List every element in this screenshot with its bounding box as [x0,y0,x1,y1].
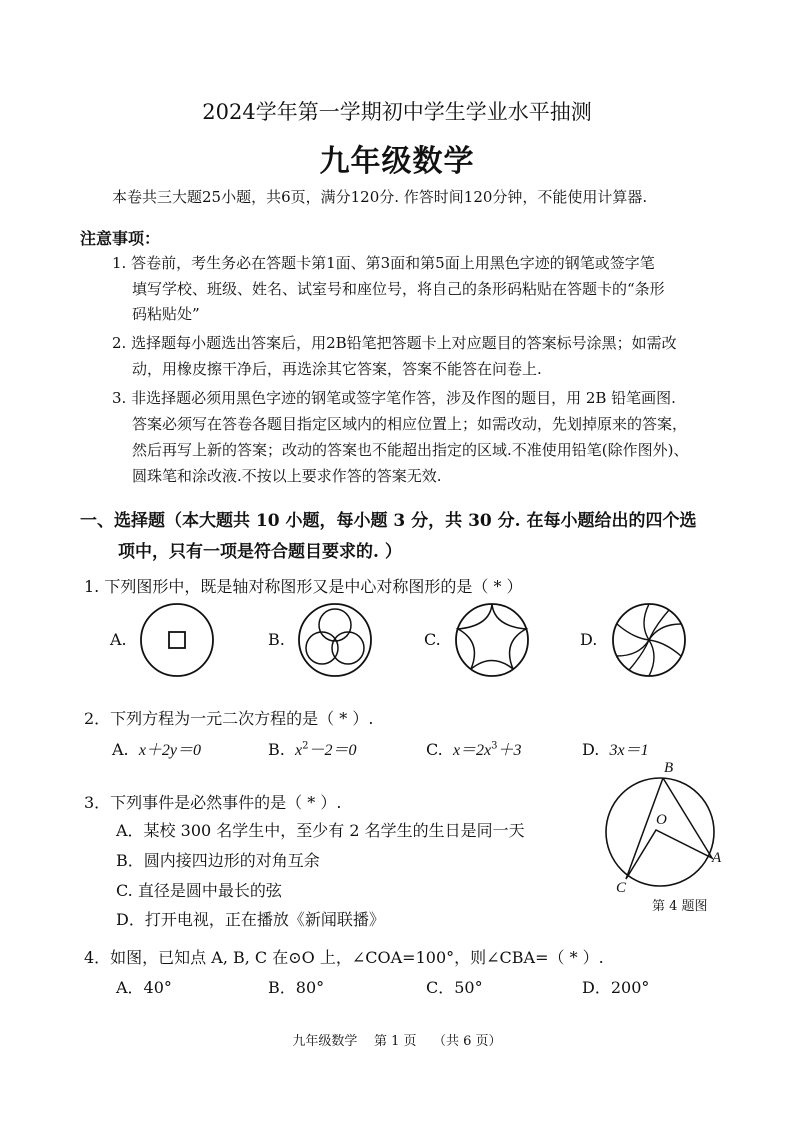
note-3-line-3: 然后再写上新的答案；改动的答案也不能超出指定的区域.不准使用铅笔(除作图外)、 [132,441,689,459]
option-label: C. [426,740,443,759]
option-label: D. [582,740,600,759]
option-expression-rest: －2＝0 [308,742,357,759]
page-footer: 九年级数学 第 1 页 （共 6 页） [292,1034,502,1049]
figure-1b-circle-trefoil-icon [297,602,373,678]
question-4-stem: 4．如图，已知点 A, B, C 在⊙O 上，∠COA=100°，则∠CBA=（ * ）. [84,948,604,967]
note-1-line-1: 1. 答卷前，考生务必在答题卡第1面、第3面和第5面上用黑色字迹的钢笔或签字笔 [112,254,655,272]
option-exponent: 2 [302,740,309,752]
figure-1a-circle-square-icon [139,602,215,678]
notes-heading: 注意事项： [80,229,161,248]
figure-1d-circle-swirl-icon [611,602,687,678]
question-1-stem: 1. 下列图形中，既是轴对称图形又是中心对称图形的是（ * ） [84,577,523,596]
question-1-option-a-label: A. [110,630,127,649]
question-3-option-b: B．圆内接四边形的对角互余 [116,851,320,870]
figure-4-label-b: B [664,760,674,776]
note-2-line-1: 2. 选择题每小题选出答案后，用2B铅笔把答题卡上对应题目的答案标号涂黑；如需改 [112,334,677,352]
option-expression: 3x＝1 [609,742,649,759]
question-4-option-b: B．80° [268,978,325,997]
exam-intro: 本卷共三大题25小题，共6页，满分120分. 作答时间120分钟，不能使用计算器. [112,188,648,206]
option-label: A. [112,740,129,759]
figure-4-circle-diagram [604,776,724,896]
question-1-option-b-label: B. [268,630,285,649]
question-3-option-d: D．打开电视，正在播放《新闻联播》 [116,910,385,929]
section-1-heading-line-2: 项中，只有一项是符合题目要求的. ） [118,542,402,562]
question-1-option-c-label: C. [424,630,441,649]
question-3-option-a: A．某校 300 名学生中，至少有 2 名学生的生日是同一天 [116,821,525,840]
question-4-option-c: C．50° [426,978,483,997]
figure-4-label-a: A [712,850,722,866]
note-1-line-3: 码粘贴处” [132,305,200,323]
note-3-line-4: 圆珠笔和涂改液.不按以上要求作答的答案无效. [132,467,442,485]
question-1-option-d-label: D. [580,630,598,649]
question-3-stem: 3．下列事件是必然事件的是（ * ）. [84,793,342,812]
question-3-option-c: C. 直径是圆中最长的弦 [116,881,282,900]
question-2-option-c [426,737,522,760]
question-4-option-d: D．200° [582,978,650,997]
figure-4-label-o: O [656,812,667,828]
section-1-heading-line-1: 一、选择题（本大题共 10 小题，每小题 3 分，共 30 分. 在每小题给出的四个选 [80,511,697,531]
exam-subject-title: 九年级数学 [319,144,475,179]
option-expression: x＋2y＝0 [138,742,202,759]
option-expression-base: x [295,742,303,759]
exam-title-top: 2024学年第一学期初中学生学业水平抽测 [202,100,592,124]
question-2-option-b [268,737,357,760]
question-2-option-d [582,737,649,760]
note-1-line-2: 填写学校、班级、姓名、试室号和座位号，将自己的条形码粘贴在答题卡的“条形 [132,280,665,298]
figure-1c-circle-star-icon [454,602,530,678]
question-2-stem: 2．下列方程为一元二次方程的是（ * ）. [84,709,374,728]
note-3-line-1: 3. 非选择题必须用黑色字迹的钢笔或签字笔作答，涉及作图的题目，用 2B 铅笔画图. [112,389,676,407]
option-expression-base: x＝2x [452,742,492,759]
question-4-option-a: A．40° [116,978,172,997]
question-2-option-a [112,737,201,760]
option-expression-rest: ＋3 [497,742,522,759]
option-label: B. [268,740,285,759]
option-exponent: 3 [491,740,498,752]
figure-4-label-c: C [616,880,627,896]
figure-4-caption: 第 4 题图 [652,899,708,914]
note-2-line-2: 动，用橡皮擦干净后，再选涂其它答案，答案不能答在问卷上. [132,360,542,378]
note-3-line-2: 答案必须写在答卷各题目指定区域内的相应位置上；如需改动，先划掉原来的答案， [132,415,688,433]
